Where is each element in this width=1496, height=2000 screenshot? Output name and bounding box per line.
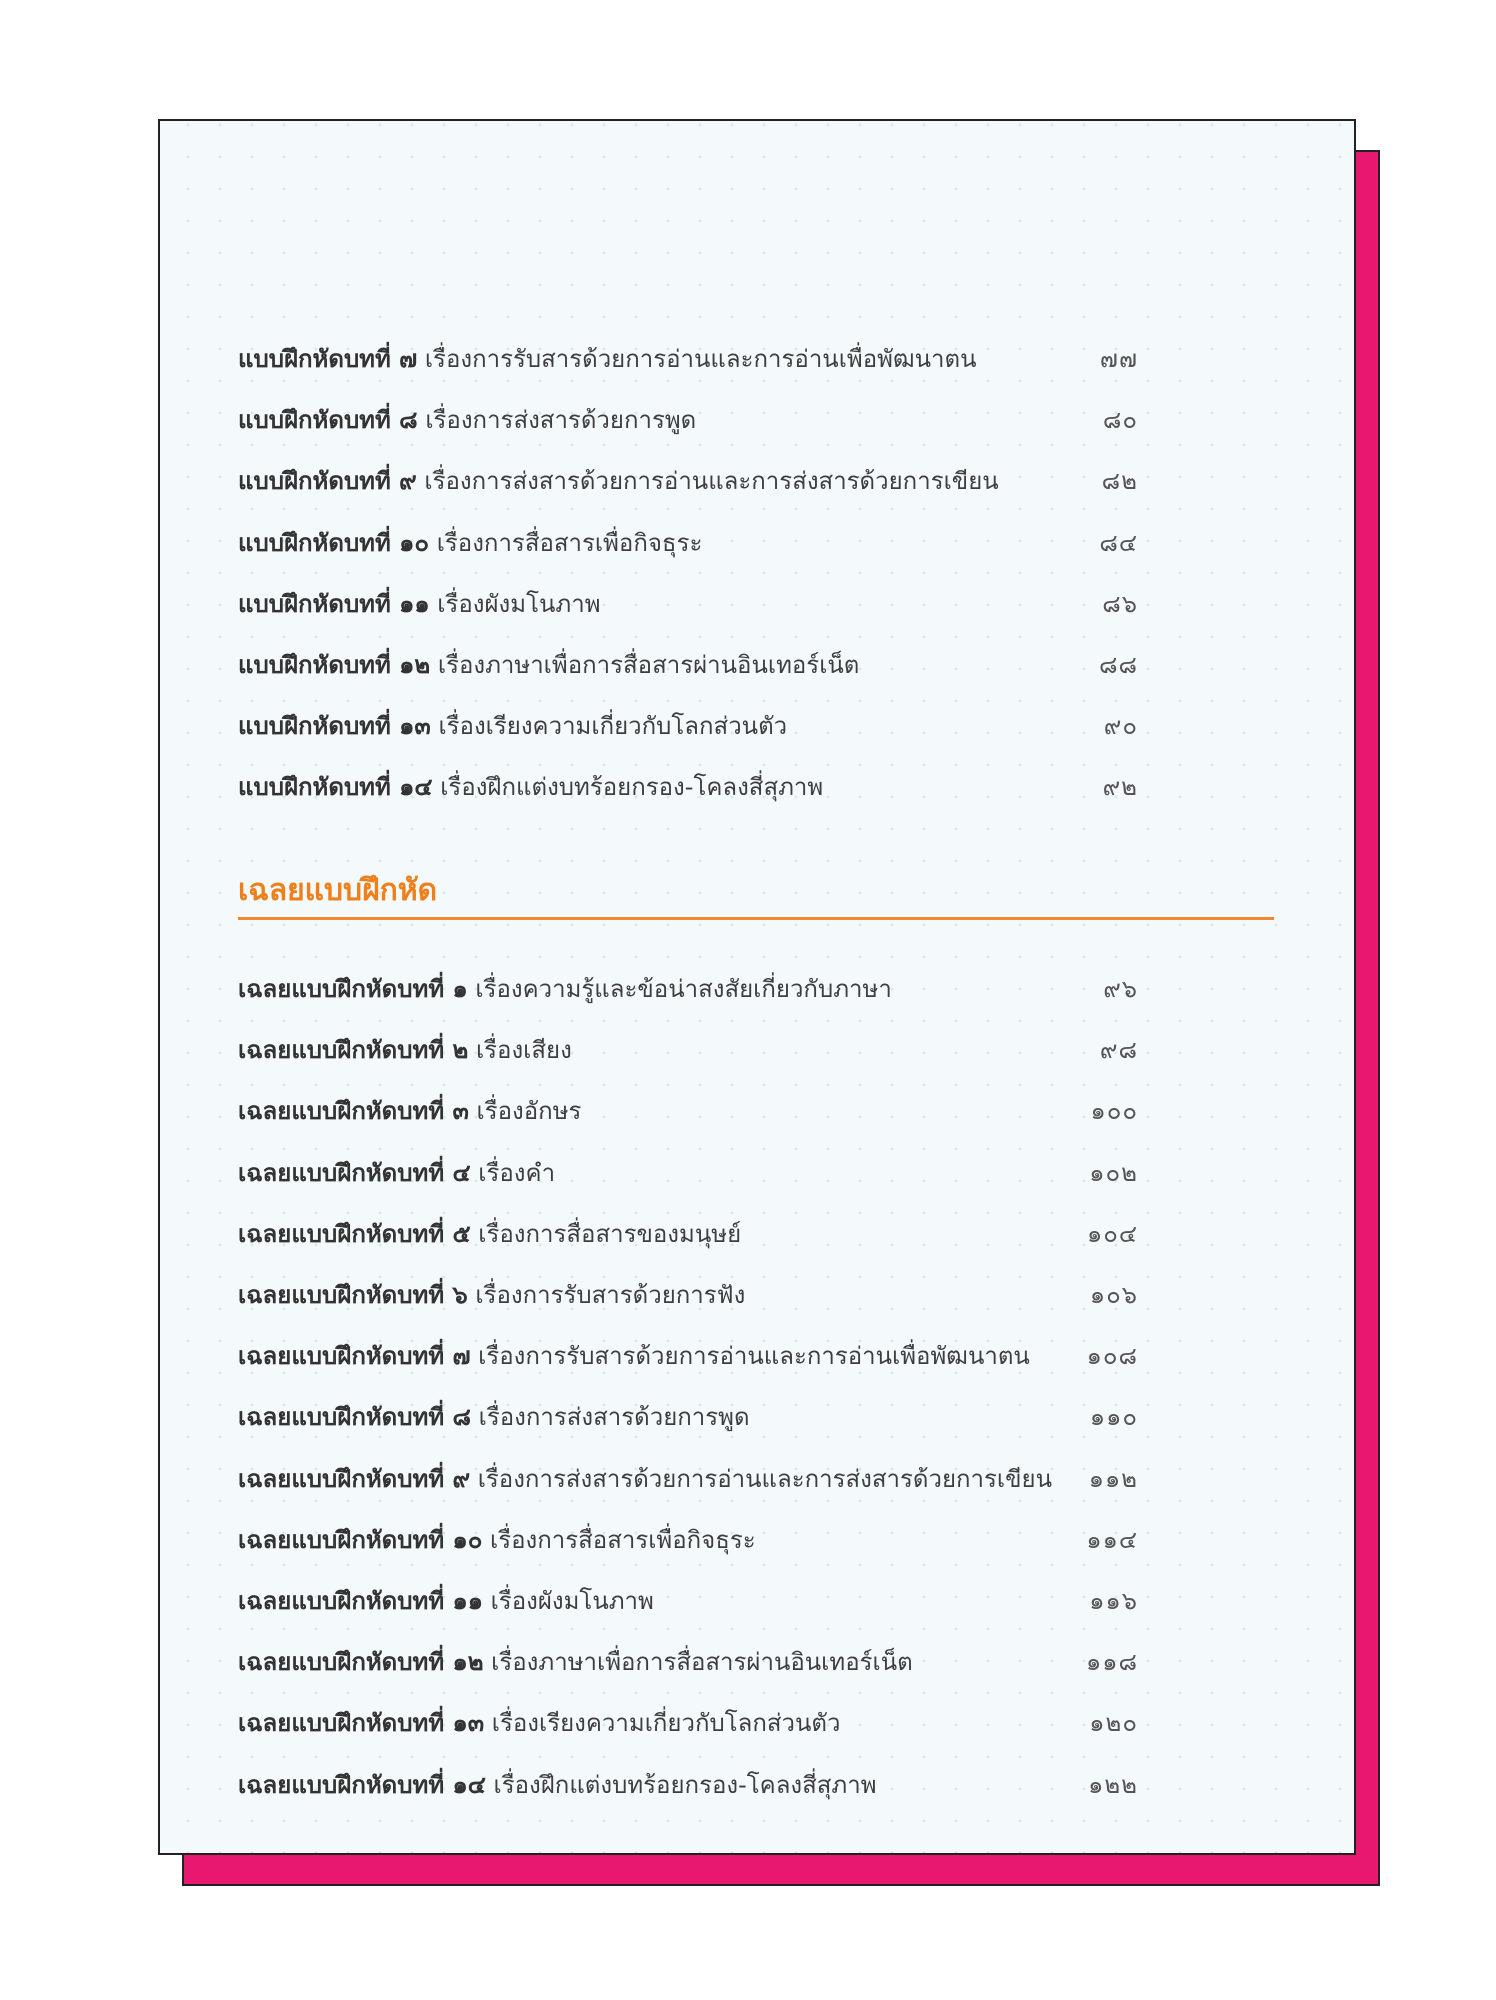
- toc-entry-label: เฉลยแบบฝึกหัดบทที่ ๙ เรื่องการส่งสารด้วยการอ่านและการส่งสารด้วยการเขียน: [238, 1464, 1052, 1493]
- toc-entry-label: เฉลยแบบฝึกหัดบทที่ ๑๑ เรื่องผังมโนภาพ: [238, 1586, 654, 1615]
- toc-entry-label: แบบฝึกหัดบทที่ ๑๒ เรื่องภาษาเพื่อการสื่อสารผ่านอินเทอร์เน็ต: [238, 651, 860, 680]
- toc-entry[interactable]: [238, 634, 1238, 695]
- toc-entry-label: แบบฝึกหัดบทที่ ๑๐ เรื่องการสื่อสารเพื่อกิจธุระ: [238, 528, 703, 557]
- toc-entry[interactable]: [238, 1753, 1238, 1814]
- page-number: ๙๖: [1103, 975, 1138, 1004]
- toc-entry[interactable]: [238, 1448, 1238, 1509]
- toc-card: [158, 119, 1356, 1855]
- page-number: ๑๐๘: [1086, 1342, 1138, 1371]
- page-number: ๑๐๐: [1090, 1097, 1138, 1126]
- toc-entry-label: แบบฝึกหัดบทที่ ๘ เรื่องการส่งสารด้วยการพูด: [238, 406, 697, 435]
- toc-entry-label: เฉลยแบบฝึกหัดบทที่ ๑๓ เรื่องเรียงความเกี่ยวกับโลกส่วนตัว: [238, 1709, 841, 1738]
- toc-entry[interactable]: [238, 1692, 1238, 1753]
- toc-entry-label: เฉลยแบบฝึกหัดบทที่ ๘ เรื่องการส่งสารด้วยการพูด: [238, 1403, 750, 1432]
- page-number: ๘๖: [1102, 589, 1138, 618]
- toc-entry-label: เฉลยแบบฝึกหัดบทที่ ๖ เรื่องการรับสารด้วยการฟัง: [238, 1281, 746, 1310]
- toc-entry-label: เฉลยแบบฝึกหัดบทที่ ๔ เรื่องคำ: [238, 1158, 556, 1187]
- page-number: ๑๑๐: [1089, 1403, 1138, 1432]
- toc-entry-label: แบบฝึกหัดบทที่ ๑๓ เรื่องเรียงความเกี่ยวกับโลกส่วนตัว: [238, 712, 788, 741]
- toc-entry[interactable]: [238, 328, 1238, 389]
- toc-entry[interactable]: [238, 1325, 1238, 1386]
- toc-entry-label: แบบฝึกหัดบทที่ ๑๔ เรื่องฝึกแต่งบทร้อยกรอง-โคลงสี่สุภาพ: [238, 773, 824, 802]
- toc-entry[interactable]: [238, 512, 1238, 573]
- toc-entry-label: เฉลยแบบฝึกหัดบทที่ ๕ เรื่องการสื่อสารของมนุษย์: [238, 1219, 742, 1248]
- page-number: ๑๐๒: [1089, 1158, 1138, 1187]
- toc-entry[interactable]: [238, 450, 1238, 511]
- toc-entry[interactable]: [238, 958, 1238, 1019]
- page-number: ๑๐๔: [1086, 1219, 1138, 1248]
- answer-list: [238, 958, 1238, 1815]
- page-number: ๙๒: [1102, 773, 1138, 802]
- toc-entry[interactable]: [238, 573, 1238, 634]
- page-number: ๑๒๒: [1088, 1770, 1138, 1799]
- toc-entry[interactable]: [238, 1142, 1238, 1203]
- page-number: ๑๑๘: [1086, 1648, 1138, 1677]
- exercise-list: [238, 328, 1238, 818]
- toc-entry-label: แบบฝึกหัดบทที่ ๗ เรื่องการรับสารด้วยการอ่านและการอ่านเพื่อพัฒนาตน: [238, 345, 977, 374]
- toc-entry[interactable]: [238, 1203, 1238, 1264]
- toc-entry-label: เฉลยแบบฝึกหัดบทที่ ๗ เรื่องการรับสารด้วยการอ่านและการอ่านเพื่อพัฒนาตน: [238, 1342, 1030, 1371]
- page-number: ๑๐๖: [1089, 1281, 1138, 1310]
- toc-entry-label: เฉลยแบบฝึกหัดบทที่ ๑ เรื่องความรู้และข้อน่าสงสัยเกี่ยวกับภาษา: [238, 975, 892, 1004]
- toc-entry[interactable]: [238, 695, 1238, 756]
- toc-entry[interactable]: [238, 1019, 1238, 1080]
- toc-entry-label: เฉลยแบบฝึกหัดบทที่ ๒ เรื่องเสียง: [238, 1036, 572, 1065]
- page-number: ๘๔: [1099, 528, 1138, 557]
- page-number: ๗๗: [1099, 345, 1138, 374]
- toc-entry-label: แบบฝึกหัดบทที่ ๙ เรื่องการส่งสารด้วยการอ่านและการส่งสารด้วยการเขียน: [238, 467, 999, 496]
- toc-entry[interactable]: [238, 1264, 1238, 1325]
- page-number: ๑๑๔: [1086, 1525, 1138, 1554]
- toc-entry[interactable]: [238, 389, 1238, 450]
- page-number: ๑๑๖: [1089, 1586, 1138, 1615]
- section-heading: เฉลยแบบฝึกหัด: [238, 873, 1274, 920]
- toc-entry[interactable]: [238, 1080, 1238, 1141]
- page-number: ๑๒๐: [1089, 1709, 1138, 1738]
- toc-entry[interactable]: [238, 1570, 1238, 1631]
- toc-entry-label: เฉลยแบบฝึกหัดบทที่ ๑๐ เรื่องการสื่อสารเพื่อกิจธุระ: [238, 1525, 756, 1554]
- page-number: ๘๐: [1102, 406, 1138, 435]
- page-number: ๑๑๒: [1088, 1464, 1138, 1493]
- page-number: ๘๒: [1101, 467, 1138, 496]
- toc-entry-label: เฉลยแบบฝึกหัดบทที่ ๓ เรื่องอักษร: [238, 1097, 582, 1126]
- toc-entry[interactable]: [238, 1631, 1238, 1692]
- page-number: ๙๐: [1103, 712, 1138, 741]
- page-number: ๙๘: [1099, 1036, 1138, 1065]
- toc-entry[interactable]: [238, 1509, 1238, 1570]
- toc-entry-label: เฉลยแบบฝึกหัดบทที่ ๑๒ เรื่องภาษาเพื่อการสื่อสารผ่านอินเทอร์เน็ต: [238, 1648, 913, 1677]
- toc-entry-label: แบบฝึกหัดบทที่ ๑๑ เรื่องผังมโนภาพ: [238, 589, 601, 618]
- toc-entry[interactable]: [238, 756, 1238, 817]
- toc-entry-label: เฉลยแบบฝึกหัดบทที่ ๑๔ เรื่องฝึกแต่งบทร้อยกรอง-โคลงสี่สุภาพ: [238, 1770, 877, 1799]
- toc-entry[interactable]: [238, 1386, 1238, 1447]
- page-number: ๘๘: [1098, 651, 1138, 680]
